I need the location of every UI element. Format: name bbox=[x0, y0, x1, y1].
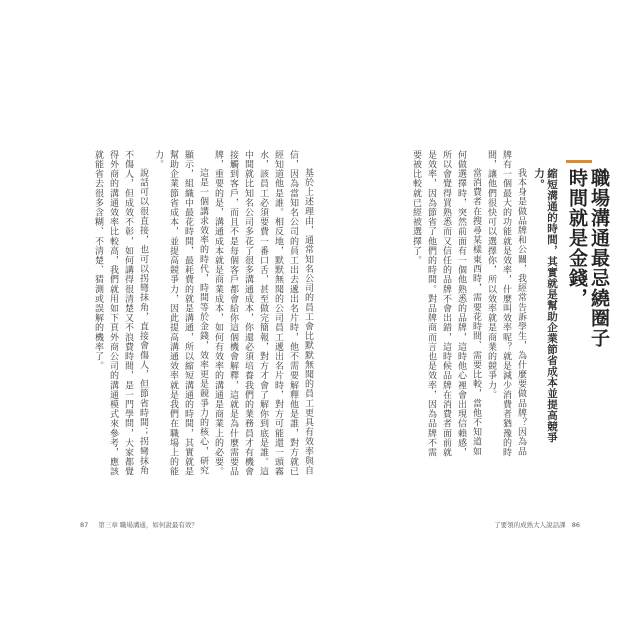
right-page-footer bbox=[494, 520, 580, 529]
running-head: 了要領的成熟大人說話課 bbox=[494, 521, 566, 529]
page-number: 87 bbox=[80, 521, 89, 529]
running-head: 第三章 職場溝通，如何說最有效？ bbox=[98, 521, 198, 529]
chapter-title-line-2: 職場溝通最忌繞圈子 bbox=[588, 168, 610, 348]
body-paragraph: 基於上述理由，通常知名公司的員工會比默默無聞的員工更具有效率與自信，因為當知名公司的員工出去遞出名片時，他不需要解釋他是誰，對方就已經知道他是誰。相反地，默默無聞的公司員工遞出名片時，對方可能還一頭霧水，該員工必須要費一番口舌，甚至做完簡報，對方才會了解你到底是誰。這中間就比知名公司多花了很多溝通成本，你還必須培養我們的業務員才有機會接觸到客戶，而且不是每個客戶都會給你這個機會解釋，這就是為什麼需要品牌，重要的是，溝通成本就是商業成本，如何有效率的溝通是商業上的必要。 bbox=[213, 150, 313, 477]
body-paragraph: 說話可以很直接，也可以拐彎抹角，直接會傷人，但節省時間；拐彎抹角不傷人，但成效不彰，如何講得很清楚又不浪費時間，是一門學問，大家都覺得外商的溝通效率比較高，我們就用如下頁外商公司的溝通模式來參考，應該就能省去很多含糊、不清楚、猜測或誤解的機率了。 bbox=[93, 150, 148, 477]
body-paragraph: 我本身是做品牌和公關，我經常告訴學生，為什麼要做品牌？因為品牌有一個最大的功能就是效率，什麼叫效率呢？就是減少消費者猶豫的時間，讓他們很快可以選擇你，所以效率就是商業的競爭力。 bbox=[486, 150, 526, 458]
right-page-body-text bbox=[328, 150, 528, 465]
chapter-title-line-1: 時間就是金錢， bbox=[566, 168, 588, 308]
left-page-footer bbox=[80, 520, 198, 529]
chapter-subtitle: 縮短溝通的時間，其實就是幫助企業節省成本並提高競爭力。 bbox=[533, 168, 558, 443]
right-page bbox=[325, 0, 610, 640]
page-number: 86 bbox=[571, 521, 580, 529]
left-page bbox=[40, 0, 315, 640]
chapter-title-block bbox=[530, 160, 610, 460]
title-accent-bar bbox=[566, 160, 592, 163]
left-page-body-text bbox=[55, 150, 315, 480]
body-paragraph: 這是一個講求效率的時代，時間等於金錢，效率更是競爭力的核心，研究顯示，組織中最花時間，最耗費的就是溝通，所以縮短溝通的時間，其實就是幫助企業節省成本，並提高競爭力，因此提高溝通效率就是我們在職場上的能力。 bbox=[153, 150, 208, 477]
body-paragraph: 當消費者在搜尋某樣東西時，需要花時間、需要比較，當他不知道如何做選擇時，突然前面有一個他熟悉的品牌，這時他心裡會出現信賴感，所以會覺得買熟悉而又信任的品牌不會出錯，這時候品牌在消費者面前就是效率，因為節省了他們的時間。對品牌商而言也是效率，因為品牌不需要被比較就已經被選擇了。 bbox=[411, 150, 481, 458]
